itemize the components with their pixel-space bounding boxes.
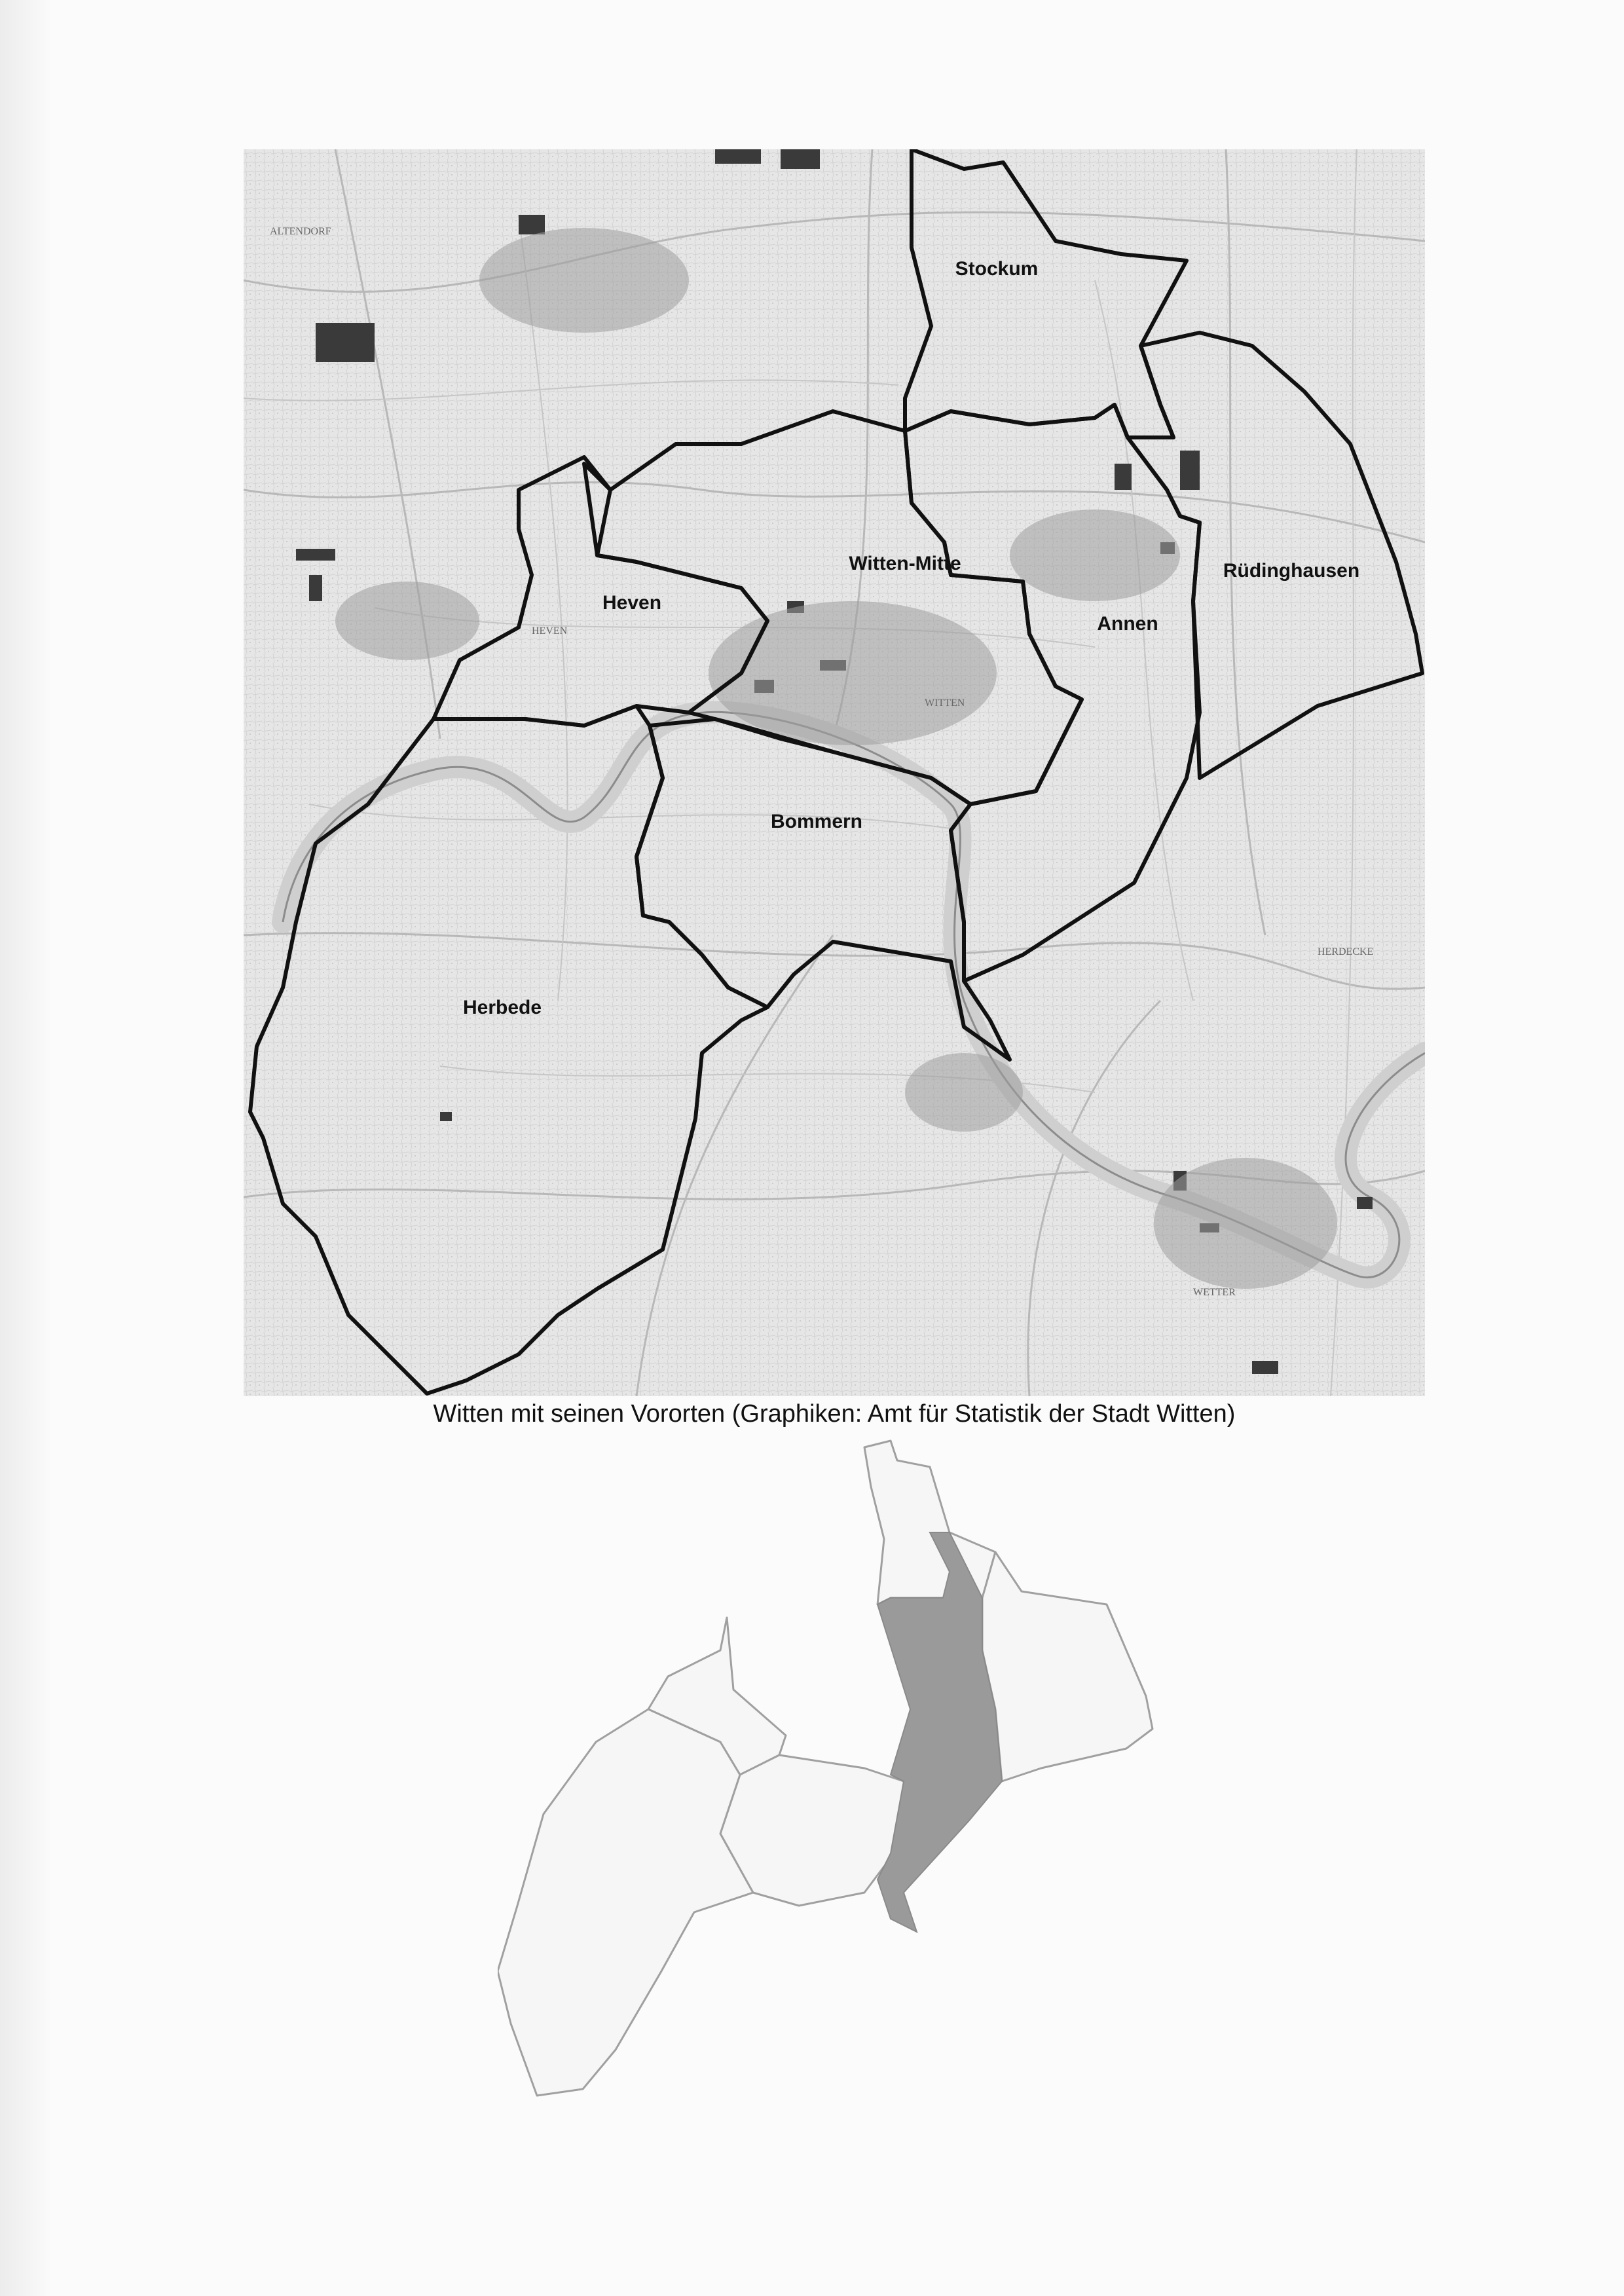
- district-label-herbede: Herbede: [462, 997, 542, 1018]
- locator-herbede: [498, 1709, 753, 2096]
- district-label-bommern: Bommern: [770, 811, 863, 832]
- district-map: [244, 149, 1425, 1396]
- district-label-heven: Heven: [602, 592, 662, 614]
- place-label: ALTENDORF: [270, 226, 331, 237]
- place-label: HERDECKE: [1318, 946, 1374, 957]
- place-label: WITTEN: [925, 697, 965, 709]
- place-label: WETTER: [1193, 1287, 1236, 1298]
- locator-ruedinghausen: [982, 1552, 1153, 1781]
- locator-map-svg: [498, 1434, 1218, 2109]
- district-label-annen: Annen: [1097, 613, 1158, 635]
- map-caption: Witten mit seinen Vororten (Graphiken: Amt für Statistik der Stadt Witten): [433, 1400, 1236, 1428]
- district-label-stockum: Stockum: [955, 258, 1039, 280]
- locator-stockum: [864, 1441, 995, 1604]
- district-label-witten-mitte: Witten-Mitte: [849, 553, 961, 574]
- district-label-ruedinghausen: Rüdinghausen: [1223, 560, 1360, 582]
- locator-map: [498, 1434, 1218, 2109]
- place-label: HEVEN: [532, 625, 568, 637]
- page-edge-shadow: [0, 0, 52, 2296]
- district-map-svg: [244, 149, 1425, 1396]
